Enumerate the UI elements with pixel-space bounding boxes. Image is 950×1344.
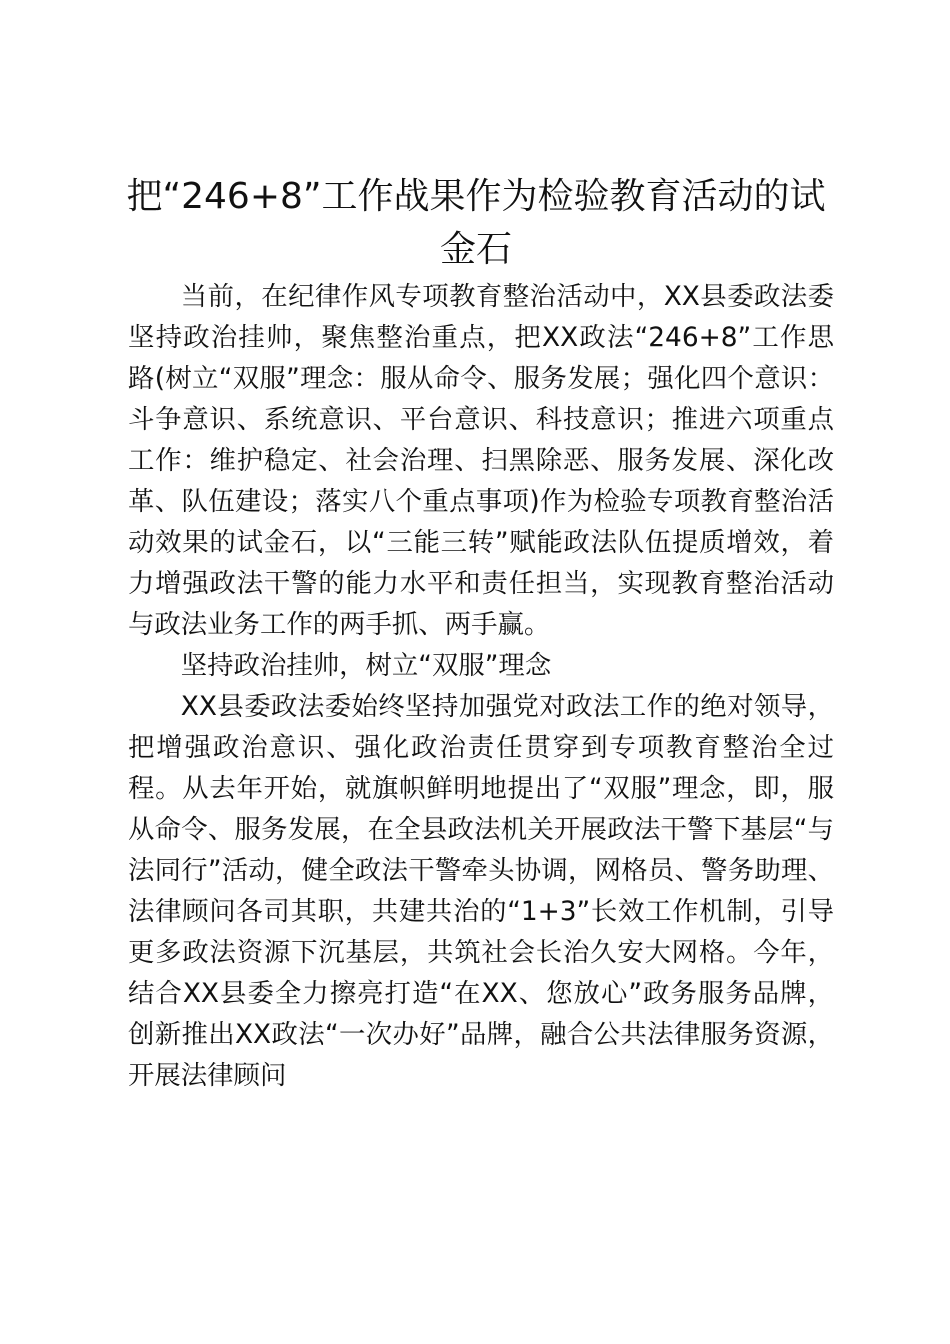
- section-heading: 坚持政治挂帅，树立“双服”理念: [180, 650, 552, 681]
- document-body: [128, 276, 834, 1096]
- document-title: 把“246+8”工作战果作为检验教育活动的试金石: [126, 176, 826, 270]
- paragraph-section-body: XX县委政法委始终坚持加强党对政法工作的绝对领导，把增强政治意识、强化政治责任贯穿到专项教育整治全过程。从去年开始，就旗帜鲜明地提出了“双服”理念，即，服从命令、服务发展，在全县政法机关开展政法干警下基层“与法同行”活动，健全政法干警牵头协调，网格员、警务助理、法律顾问各司其职，共建共治的“1+3”长效工作机制，引导更多政法资源下沉基层，共筑社会长治久安大网格。今年，结合XX县委全力擦亮打造“在XX、您放心”政务服务品牌，创新推出XX政法“一次办好”品牌，融合公共法律服务资源，开展法律顾问: [128, 691, 834, 1091]
- paragraph-intro: 当前，在纪律作风专项教育整治活动中，XX县委政法委坚持政治挂帅，聚焦整治重点，把XX政法“246+8”工作思路(树立“双服”理念：服从命令、服务发展；强化四个意识：斗争意识、系统意识、平台意识、科技意识；推进六项重点工作：维护稳定、社会治理、扫黑除恶、服务发展、深化改革、队伍建设；落实八个重点事项)作为检验专项教育整治活动效果的试金石，以“三能三转”赋能政法队伍提质增效，着力增强政法干警的能力水平和责任担当，实现教育整治活动与政法业务工作的两手抓、两手赢。: [128, 281, 834, 640]
